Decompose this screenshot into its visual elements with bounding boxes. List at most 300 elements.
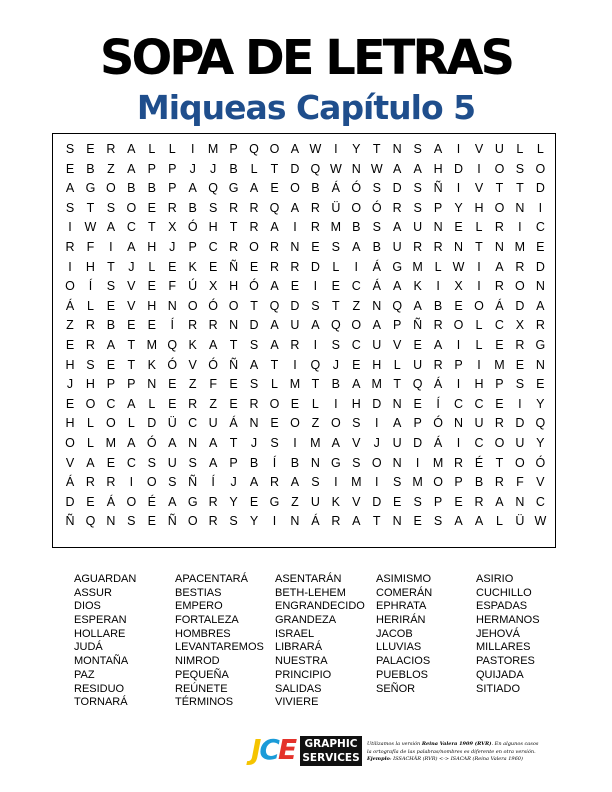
grid-letter: U xyxy=(392,240,402,254)
grid-letter: V xyxy=(393,338,402,352)
grid-letter: Y xyxy=(454,200,463,215)
grid-letter: T xyxy=(127,338,136,352)
grid-letter: S xyxy=(249,338,259,352)
word-list-item: JUDÁ xyxy=(74,641,103,654)
grid-letter: J xyxy=(210,161,217,176)
grid-letter: A xyxy=(495,259,504,274)
grid-letter: T xyxy=(372,142,381,156)
grid-letter: A xyxy=(208,436,218,450)
word-list-item: LLUVIAS xyxy=(376,641,422,654)
grid-letter: Á xyxy=(229,416,238,431)
grid-letter: Ó xyxy=(535,455,546,470)
grid-letter: A xyxy=(270,318,279,333)
word-list-item: ESPERAN xyxy=(74,614,127,627)
grid-letter: J xyxy=(373,436,380,450)
grid-letter: E xyxy=(393,494,402,509)
grid-letter: S xyxy=(515,161,525,176)
grid-letter: B xyxy=(352,220,361,235)
word-list-item: PRINCIPIO xyxy=(275,668,332,681)
grid-letter: Z xyxy=(311,416,320,431)
grid-letter: R xyxy=(208,514,218,529)
grid-letter: C xyxy=(208,240,218,254)
grid-letter: M xyxy=(432,455,444,470)
grid-letter: O xyxy=(269,142,280,156)
grid-letter: A xyxy=(433,142,443,156)
grid-letter: Á xyxy=(311,514,320,529)
grid-letter: B xyxy=(249,455,259,470)
grid-letter: R xyxy=(106,142,116,156)
grid-letter: G xyxy=(535,338,546,352)
grid-letter: R xyxy=(310,220,320,235)
grid-letter: E xyxy=(65,396,75,411)
grid-letter: E xyxy=(106,455,116,470)
grid-letter: A xyxy=(168,436,177,450)
grid-letter: U xyxy=(167,455,177,470)
grid-letter: I xyxy=(477,259,481,274)
grid-letter: Y xyxy=(536,436,545,450)
grid-letter: E xyxy=(168,396,177,411)
grid-letter: L xyxy=(148,396,156,411)
grid-letter: M xyxy=(207,142,219,156)
grid-letter: I xyxy=(313,279,318,294)
word-list-column-2 xyxy=(175,573,285,710)
grid-letter: S xyxy=(127,514,136,529)
grid-letter: E xyxy=(311,240,320,254)
grid-letter: S xyxy=(352,455,361,470)
grid-letter: L xyxy=(250,161,258,176)
grid-letter: E xyxy=(147,279,156,294)
logo-text-box xyxy=(300,736,362,766)
word-list-item: ISRAEL xyxy=(275,627,315,640)
word-list-item: ASENTARÁN xyxy=(275,573,342,585)
grid-letter: O xyxy=(290,181,300,196)
grid-letter: E xyxy=(352,357,361,372)
grid-letter: P xyxy=(127,377,136,392)
grid-letter: P xyxy=(454,475,463,490)
grid-letter: N xyxy=(392,396,402,411)
grid-letter: R xyxy=(85,338,95,352)
grid-letter: O xyxy=(249,240,259,254)
grid-letter: D xyxy=(310,259,320,274)
grid-letter: V xyxy=(65,455,75,470)
word-list-column-4 xyxy=(376,573,486,696)
grid-letter: H xyxy=(372,357,382,372)
grid-letter: S xyxy=(311,475,320,490)
grid-letter: S xyxy=(65,142,75,156)
grid-letter: X xyxy=(168,220,177,235)
logo-letters: JCE xyxy=(251,733,296,766)
grid-letter: Y xyxy=(249,514,259,529)
word-list-item: PUEBLOS xyxy=(376,668,428,681)
grid-letter: S xyxy=(413,494,422,509)
grid-letter: M xyxy=(330,220,342,235)
grid-letter: S xyxy=(188,455,197,470)
grid-letter: R xyxy=(494,220,504,235)
grid-letter: M xyxy=(289,377,301,392)
grid-letter: N xyxy=(392,142,402,156)
grid-letter: J xyxy=(189,161,196,176)
grid-letter: T xyxy=(270,161,279,176)
grid-letter: I xyxy=(293,357,297,372)
grid-letter: J xyxy=(332,357,339,372)
grid-letter: Á xyxy=(433,436,443,450)
grid-letter: E xyxy=(147,318,156,333)
grid-letter: R xyxy=(85,475,95,490)
grid-letter: Ó xyxy=(167,357,178,372)
grid-letter: V xyxy=(352,436,361,450)
grid-letter: A xyxy=(168,494,177,509)
grid-letter: W xyxy=(534,514,547,529)
grid-letter: Ó xyxy=(351,181,362,196)
grid-letter: H xyxy=(474,200,484,215)
word-list-column-1 xyxy=(74,573,184,710)
grid-letter: K xyxy=(331,494,341,509)
grid-letter: I xyxy=(456,338,461,352)
word-list-item: VIVIERE xyxy=(275,696,319,709)
grid-letter: D xyxy=(515,416,525,431)
grid-letter: E xyxy=(86,142,95,156)
grid-letter: R xyxy=(188,396,198,411)
grid-letter: O xyxy=(228,298,239,313)
word-list-item: PEQUEÑA xyxy=(175,668,229,681)
grid-letter: R xyxy=(515,338,525,352)
grid-letter: Í xyxy=(170,318,174,333)
grid-letter: H xyxy=(65,416,75,431)
word-list-item: HERMANOS xyxy=(476,614,540,627)
grid-letter: I xyxy=(129,475,134,490)
footnote: Utilizamos la versión Reina Valera 1909 (RVR). En algunos casos la ortografía de las palabras/nombres es diferente en otra versión. Ejemplo: ISSACHÂR (RVR) <-> ISACAR (Reina Valera 1960) xyxy=(367,741,539,762)
grid-letter: E xyxy=(147,200,156,215)
grid-letter: Ñ xyxy=(65,514,75,529)
grid-letter: U xyxy=(392,436,402,450)
grid-letter: I xyxy=(68,220,72,235)
grid-letter: A xyxy=(270,279,279,294)
grid-letter: R xyxy=(515,259,525,274)
grid-letter: Á xyxy=(495,298,504,313)
grid-letter: A xyxy=(352,514,361,529)
word-list-item: LIBRARÁ xyxy=(275,641,323,654)
grid-letter: H xyxy=(147,240,157,254)
grid-letter: S xyxy=(372,181,381,196)
grid-letter: I xyxy=(109,240,113,254)
grid-letter: O xyxy=(494,436,505,450)
grid-letter: I xyxy=(354,259,359,274)
grid-letter: J xyxy=(250,436,258,450)
grid-letter: L xyxy=(86,436,94,450)
grid-letter: A xyxy=(290,200,300,215)
grid-letter: Ú xyxy=(188,279,198,294)
grid-letter: C xyxy=(535,494,545,509)
grid-letter: N xyxy=(515,200,525,215)
grid-letter: I xyxy=(293,220,297,235)
grid-letter: R xyxy=(494,416,504,431)
grid-letter: C xyxy=(126,220,136,235)
grid-letter: R xyxy=(331,514,341,529)
grid-letter: A xyxy=(352,240,361,254)
grid-letter: N xyxy=(310,455,320,470)
grid-letter: R xyxy=(433,240,443,254)
grid-letter: R xyxy=(188,318,198,333)
grid-letter: B xyxy=(372,240,381,254)
grid-letter: I xyxy=(68,259,72,274)
grid-letter: N xyxy=(535,357,545,372)
grid-letter: F xyxy=(86,240,95,254)
grid-letter: K xyxy=(413,279,422,294)
grid-letter: S xyxy=(331,240,341,254)
grid-letter: A xyxy=(454,514,463,529)
grid-letter: Q xyxy=(269,200,280,215)
grid-letter: C xyxy=(474,396,484,411)
grid-letter: L xyxy=(393,357,401,372)
grid-letter: Y xyxy=(536,396,545,411)
page-title: SOPA DE LETRAS xyxy=(99,30,513,86)
grid-letter: U xyxy=(310,494,320,509)
grid-letter: A xyxy=(495,494,504,509)
word-list-item: AGUARDAN xyxy=(74,573,137,585)
grid-letter: P xyxy=(413,416,422,431)
grid-letter: Í xyxy=(272,455,277,470)
grid-letter: O xyxy=(290,416,300,431)
grid-letter: R xyxy=(65,240,75,254)
word-list-item: MONTAÑA xyxy=(74,655,129,668)
grid-letter: Ü xyxy=(167,416,177,431)
grid-letter: S xyxy=(106,279,116,294)
grid-letter: B xyxy=(229,161,238,176)
grid-letter: R xyxy=(106,475,116,490)
grid-letter: I xyxy=(272,514,277,529)
grid-letter: A xyxy=(413,161,422,176)
grid-letter: T xyxy=(475,240,483,254)
grid-letter: O xyxy=(515,279,525,294)
word-list-item: DIOS xyxy=(74,600,101,613)
grid-letter: N xyxy=(229,318,239,333)
grid-letter: L xyxy=(148,142,156,156)
grid-letter: D xyxy=(413,436,423,450)
grid-letter: A xyxy=(352,377,361,392)
grid-letter: A xyxy=(413,298,422,313)
grid-letter: O xyxy=(126,200,137,215)
grid-letter: C xyxy=(188,416,198,431)
grid-letter: V xyxy=(536,475,545,490)
grid-letter: N xyxy=(188,436,198,450)
grid-letter: P xyxy=(229,455,238,470)
grid-letter: I xyxy=(313,338,318,352)
word-list-item: PALACIOS xyxy=(376,655,431,668)
grid-letter: E xyxy=(65,161,75,176)
grid-letter: M xyxy=(494,357,505,372)
grid-letter: Á xyxy=(65,475,75,490)
grid-letter: I xyxy=(375,475,379,490)
grid-letter: S xyxy=(229,514,238,529)
grid-letter: R xyxy=(494,475,504,490)
grid-letter: E xyxy=(290,279,300,294)
grid-letter: Ñ xyxy=(413,318,423,333)
grid-letter: A xyxy=(86,455,95,470)
grid-letter: J xyxy=(230,475,237,490)
logo-line-1: GRAPHIC xyxy=(304,738,358,750)
grid-letter: E xyxy=(536,240,545,254)
grid-letter: D xyxy=(65,494,75,509)
grid-letter: O xyxy=(494,200,505,215)
grid-letter: B xyxy=(433,298,443,313)
grid-letter: I xyxy=(375,416,379,431)
grid-letter: L xyxy=(86,416,94,431)
word-list-item: EPHRATA xyxy=(376,600,427,613)
grid-letter: D xyxy=(372,396,382,411)
grid-letter: B xyxy=(106,318,116,333)
grid-letter: A xyxy=(127,240,136,254)
grid-letter: R xyxy=(85,318,95,333)
grid-letter: Q xyxy=(208,181,218,196)
grid-letter: B xyxy=(127,181,136,196)
grid-letter: R xyxy=(249,200,259,215)
word-list-item: QUIJADA xyxy=(476,668,524,681)
grid-letter: R xyxy=(290,259,300,274)
word-list-item: REÚNETE xyxy=(175,682,228,695)
grid-letter: I xyxy=(477,161,481,176)
grid-letter: N xyxy=(290,240,300,254)
grid-letter: Á xyxy=(372,259,381,274)
grid-letter: J xyxy=(169,240,176,254)
grid-letter: N xyxy=(392,455,402,470)
grid-letter: E xyxy=(208,259,218,274)
grid-letter: M xyxy=(412,475,423,490)
grid-letter: N xyxy=(454,240,464,254)
grid-letter: Z xyxy=(209,396,217,411)
grid-letter: Á xyxy=(372,279,381,294)
grid-letter: L xyxy=(127,416,135,431)
grid-letter: N xyxy=(249,416,259,431)
grid-letter: Í xyxy=(88,279,93,294)
word-list-item: PASTORES xyxy=(476,655,535,668)
grid-letter: I xyxy=(538,200,543,215)
grid-letter: K xyxy=(188,259,197,274)
grid-letter: E xyxy=(515,357,525,372)
grid-letter: S xyxy=(372,220,381,235)
grid-letter: V xyxy=(352,494,361,509)
word-list-item: ASIMISMO xyxy=(376,573,432,585)
grid-letter: F xyxy=(168,279,177,294)
grid-letter: E xyxy=(65,338,75,352)
grid-letter: L xyxy=(271,377,278,392)
grid-letter: I xyxy=(456,377,461,392)
grid-letter: Ñ xyxy=(433,181,443,196)
grid-letter: Q xyxy=(85,514,96,529)
grid-letter: M xyxy=(371,377,382,392)
grid-letter: U xyxy=(515,436,525,450)
grid-letter: R xyxy=(208,318,218,333)
grid-letter: A xyxy=(393,220,402,235)
word-list-column-5 xyxy=(476,573,586,696)
grid-letter: Q xyxy=(330,318,341,333)
grid-letter: S xyxy=(433,514,443,529)
grid-letter: O xyxy=(187,514,198,529)
grid-letter: P xyxy=(106,377,116,392)
grid-letter: A xyxy=(536,298,545,313)
grid-letter: W xyxy=(329,161,342,176)
grid-letter: D xyxy=(372,494,382,509)
grid-letter: Á xyxy=(331,181,341,196)
word-list-item: ENGRANDECIDO xyxy=(275,600,365,613)
grid-letter: Ó xyxy=(146,436,157,450)
grid-letter: F xyxy=(209,377,217,392)
grid-letter: D xyxy=(535,181,545,196)
grid-letter: N xyxy=(494,240,504,254)
grid-letter: Á xyxy=(433,377,443,392)
grid-letter: R xyxy=(535,318,545,333)
grid-letter: H xyxy=(433,161,443,176)
grid-letter: M xyxy=(310,436,321,450)
grid-letter: N xyxy=(515,494,525,509)
grid-letter: N xyxy=(433,220,443,235)
grid-letter: U xyxy=(372,338,382,352)
grid-letter: D xyxy=(515,298,525,313)
word-list-item: NIMROD xyxy=(175,655,220,668)
word-list-item: SITIADO xyxy=(476,682,521,695)
grid-letter: Y xyxy=(229,494,238,509)
grid-letter: S xyxy=(249,377,259,392)
grid-letter: A xyxy=(270,338,279,352)
grid-letter: E xyxy=(127,318,136,333)
grid-letter: Ó xyxy=(249,279,259,294)
grid-letter: X xyxy=(208,279,218,294)
grid-letter: C xyxy=(474,436,484,450)
grid-letter: L xyxy=(536,142,544,156)
grid-letter: E xyxy=(249,494,259,509)
grid-letter: U xyxy=(474,416,484,431)
grid-letter: I xyxy=(518,396,522,411)
word-list-item: FORTALEZA xyxy=(175,614,239,627)
grid-letter: O xyxy=(65,279,75,294)
grid-letter: Z xyxy=(291,494,299,509)
grid-letter: O xyxy=(515,455,525,470)
page-subtitle: Miqueas Capítulo 5 xyxy=(136,88,476,127)
grid-letter: B xyxy=(147,181,156,196)
grid-letter: O xyxy=(371,455,382,470)
grid-letter: E xyxy=(147,514,156,529)
grid-letter: Z xyxy=(107,161,115,176)
grid-letter: A xyxy=(106,338,116,352)
grid-letter: C xyxy=(351,338,361,352)
grid-letter: A xyxy=(188,181,197,196)
grid-letter: V xyxy=(474,142,484,156)
grid-letter: E xyxy=(331,279,341,294)
grid-letter: R xyxy=(269,240,280,254)
grid-letter: O xyxy=(351,200,362,215)
logo-line-2: SERVICES xyxy=(302,752,360,764)
grid-letter: R xyxy=(290,338,300,352)
grid-letter: I xyxy=(415,455,420,470)
grid-letter: O xyxy=(535,161,546,176)
grid-letter: K xyxy=(147,357,156,372)
grid-letter: P xyxy=(229,142,238,156)
grid-letter: Ó xyxy=(208,357,218,372)
jce-graphic-services-logo xyxy=(251,731,363,769)
grid-letter: I xyxy=(436,279,440,294)
word-list-item: APACENTARÁ xyxy=(175,573,248,585)
grid-letter: A xyxy=(290,142,300,156)
grid-letter: M xyxy=(514,240,526,254)
grid-letter: A xyxy=(393,161,402,176)
grid-letter: V xyxy=(127,279,136,294)
grid-letter: R xyxy=(433,318,443,333)
grid-letter: R xyxy=(433,357,443,372)
grid-letter: G xyxy=(187,494,198,509)
grid-letter: H xyxy=(85,259,95,274)
grid-letter: D xyxy=(290,298,300,313)
grid-letter: E xyxy=(106,357,116,372)
grid-letter: T xyxy=(311,377,320,392)
